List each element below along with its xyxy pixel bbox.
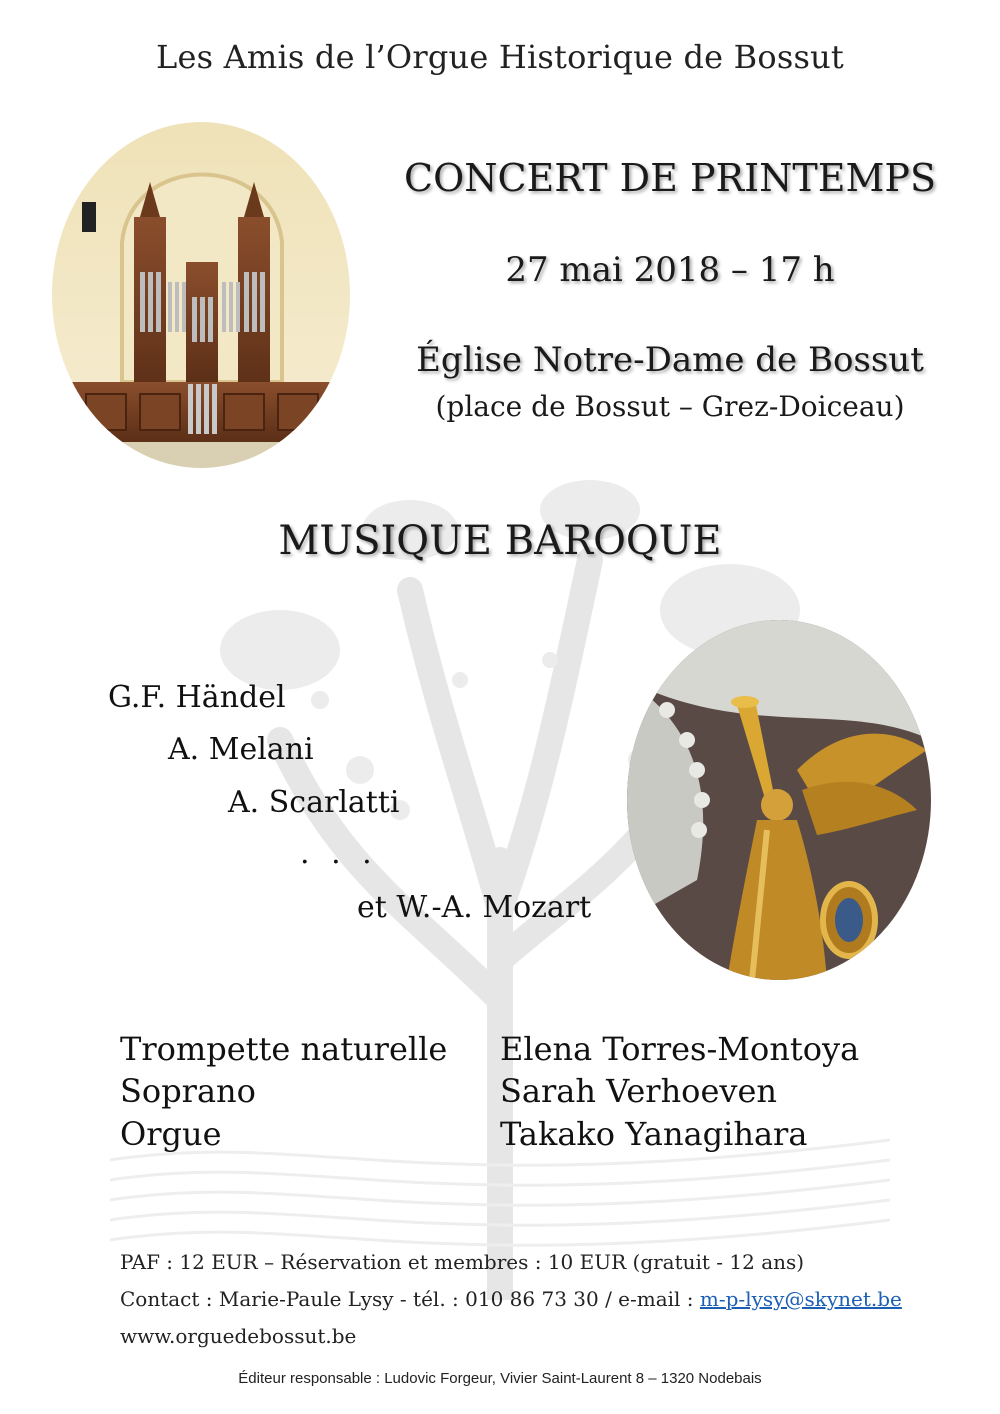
performer-name: Sarah Verhoeven [500,1072,777,1110]
organ-photo [52,122,350,468]
website-link[interactable]: www.orguedebossut.be [120,1324,357,1348]
composer-item: et W.-A. Mozart [357,890,592,925]
composer-item: A. Melani [168,732,314,767]
music-genre: MUSIQUE BAROQUE [278,518,722,564]
performer-name: Takako Yanagihara [500,1115,808,1153]
performer-role: Soprano [120,1072,256,1110]
contact-info [120,1287,902,1311]
composer-ellipsis: . . . [300,836,378,871]
email-link[interactable]: m-p-lysy@skynet.be [699,1287,902,1311]
performer-role: Trompette naturelle [120,1030,448,1068]
publisher-notice: Éditeur responsable : Ludovic Forgeur, Vivier Saint-Laurent 8 – 1320 Nodebais [238,1370,762,1387]
composer-item: A. Scarlatti [228,785,400,820]
angel-trumpet-photo [627,620,931,980]
contact-text: Contact : Marie-Paule Lysy - tél. : 010 86 73 30 / e-mail : [120,1287,700,1311]
concert-date: 27 mai 2018 – 17 h [505,250,835,290]
price-info: PAF : 12 EUR – Réservation et membres : 10 EUR (gratuit - 12 ans) [120,1250,805,1274]
performer-name: Elena Torres-Montoya [500,1030,860,1068]
concert-title: CONCERT DE PRINTEMPS [404,156,936,200]
performer-role: Orgue [120,1115,222,1153]
composer-item: G.F. Händel [108,680,286,715]
organization-name: Les Amis de l’Orgue Historique de Bossut [156,38,844,76]
venue-address: (place de Bossut – Grez-Doiceau) [435,390,905,423]
venue-name: Église Notre-Dame de Bossut [416,340,924,380]
